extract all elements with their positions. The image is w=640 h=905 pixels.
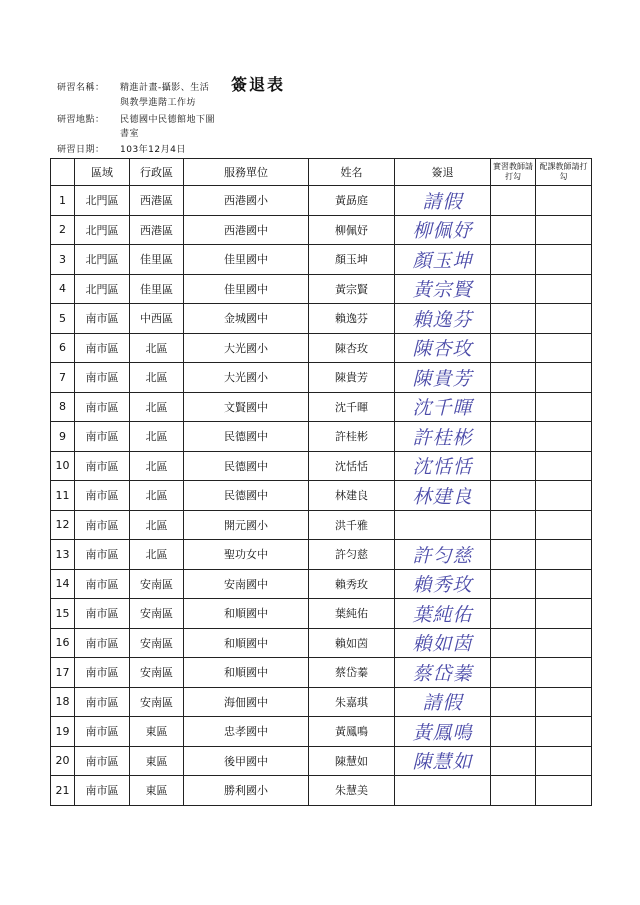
name-cell: 陳杏玫	[309, 333, 395, 363]
row-number-cell: 7	[51, 363, 75, 393]
admin-district-cell: 佳里區	[130, 245, 184, 275]
admin-district-cell: 東區	[130, 717, 184, 747]
signature-cell[interactable]	[395, 569, 491, 599]
handwritten-signature: 林建良	[412, 485, 473, 508]
partner-check-cell[interactable]	[536, 451, 592, 481]
district-cell: 南市區	[75, 687, 130, 717]
col-name-header: 姓名	[309, 159, 395, 186]
table-row	[51, 776, 592, 806]
partner-check-cell[interactable]	[536, 304, 592, 334]
admin-district-cell: 東區	[130, 746, 184, 776]
intern-check-cell[interactable]	[491, 422, 536, 452]
signature-cell[interactable]	[395, 304, 491, 334]
row-number-cell: 4	[51, 274, 75, 304]
col-admin-header: 行政區	[130, 159, 184, 186]
name-cell: 林建良	[309, 481, 395, 511]
admin-district-cell: 北區	[130, 392, 184, 422]
intern-check-cell[interactable]	[491, 274, 536, 304]
signature-cell[interactable]	[395, 245, 491, 275]
district-cell: 南市區	[75, 540, 130, 570]
district-cell: 北門區	[75, 245, 130, 275]
service-unit-cell: 民德國中	[184, 451, 309, 481]
handwritten-signature: 蔡岱蓁	[412, 662, 473, 685]
partner-check-cell[interactable]	[536, 776, 592, 806]
table-row	[51, 717, 592, 747]
handwritten-signature: 賴如茵	[412, 633, 473, 656]
signature-cell[interactable]	[395, 481, 491, 511]
table-row	[51, 540, 592, 570]
handwritten-signature: 請假	[422, 692, 463, 715]
partner-check-cell[interactable]	[536, 658, 592, 688]
partner-check-cell[interactable]	[536, 363, 592, 393]
name-cell: 黃勗庭	[309, 186, 395, 216]
handwritten-signature: 葉純佑	[412, 603, 473, 626]
district-cell: 南市區	[75, 451, 130, 481]
service-unit-cell: 勝利國小	[184, 776, 309, 806]
district-cell: 北門區	[75, 215, 130, 245]
admin-district-cell: 北區	[130, 363, 184, 393]
signature-cell[interactable]	[395, 746, 491, 776]
partner-check-cell[interactable]	[536, 422, 592, 452]
service-unit-cell: 忠孝國中	[184, 717, 309, 747]
partner-check-cell[interactable]	[536, 215, 592, 245]
intern-check-cell[interactable]	[491, 599, 536, 629]
intern-check-cell[interactable]	[491, 746, 536, 776]
district-cell: 南市區	[75, 422, 130, 452]
service-unit-cell: 文賢國中	[184, 392, 309, 422]
intern-check-cell[interactable]	[491, 569, 536, 599]
row-number-cell: 17	[51, 658, 75, 688]
table-row	[51, 245, 592, 275]
signature-cell[interactable]	[395, 687, 491, 717]
service-unit-cell: 金城國中	[184, 304, 309, 334]
row-number-cell: 13	[51, 540, 75, 570]
row-number-cell: 9	[51, 422, 75, 452]
table-row	[51, 186, 592, 216]
district-cell: 南市區	[75, 658, 130, 688]
signature-cell[interactable]	[395, 628, 491, 658]
name-cell: 朱嘉琪	[309, 687, 395, 717]
table-row	[51, 363, 592, 393]
admin-district-cell: 北區	[130, 333, 184, 363]
signature-cell[interactable]	[395, 215, 491, 245]
location-label: 研習地點：	[57, 115, 105, 125]
intern-check-cell[interactable]	[491, 451, 536, 481]
signature-cell[interactable]	[395, 510, 491, 540]
signature-cell[interactable]	[395, 658, 491, 688]
table-row	[51, 451, 592, 481]
name-cell: 柳佩妤	[309, 215, 395, 245]
table-row	[51, 274, 592, 304]
admin-district-cell: 北區	[130, 451, 184, 481]
course-name-line1: 精進計畫-攝影、生活	[120, 83, 210, 93]
col-sign-header: 簽退	[395, 159, 491, 186]
table-row	[51, 746, 592, 776]
course-name-line2: 與教學進階工作坊	[120, 98, 197, 108]
signature-cell[interactable]	[395, 717, 491, 747]
name-cell: 黃鳳鳴	[309, 717, 395, 747]
admin-district-cell: 北區	[130, 540, 184, 570]
table-row	[51, 628, 592, 658]
signature-cell[interactable]	[395, 540, 491, 570]
partner-check-cell[interactable]	[536, 392, 592, 422]
signature-cell[interactable]	[395, 776, 491, 806]
intern-check-cell[interactable]	[491, 776, 536, 806]
service-unit-cell: 大光國小	[184, 363, 309, 393]
name-cell: 顏玉坤	[309, 245, 395, 275]
intern-check-cell[interactable]	[491, 540, 536, 570]
district-cell: 南市區	[75, 569, 130, 599]
location-line1: 民德國中民德館地下圖	[120, 115, 216, 125]
row-number-cell: 5	[51, 304, 75, 334]
district-cell: 南市區	[75, 333, 130, 363]
partner-check-cell[interactable]	[536, 245, 592, 275]
service-unit-cell: 民德國中	[184, 481, 309, 511]
district-cell: 南市區	[75, 717, 130, 747]
district-cell: 南市區	[75, 304, 130, 334]
table-row	[51, 304, 592, 334]
signature-cell[interactable]	[395, 422, 491, 452]
signature-cell[interactable]	[395, 599, 491, 629]
intern-check-cell[interactable]	[491, 628, 536, 658]
district-cell: 南市區	[75, 776, 130, 806]
admin-district-cell: 安南區	[130, 687, 184, 717]
partner-check-cell[interactable]	[536, 717, 592, 747]
row-number-cell: 3	[51, 245, 75, 275]
service-unit-cell: 海佃國中	[184, 687, 309, 717]
table-row	[51, 569, 592, 599]
row-number-cell: 21	[51, 776, 75, 806]
table-row	[51, 333, 592, 363]
partner-check-cell[interactable]	[536, 569, 592, 599]
service-unit-cell: 佳里國中	[184, 245, 309, 275]
handwritten-signature: 請假	[422, 190, 463, 213]
date-label: 研習日期：	[57, 145, 105, 155]
partner-check-cell[interactable]	[536, 510, 592, 540]
admin-district-cell: 安南區	[130, 569, 184, 599]
name-cell: 洪千雅	[309, 510, 395, 540]
admin-district-cell: 北區	[130, 510, 184, 540]
name-cell: 蔡岱蓁	[309, 658, 395, 688]
row-number-cell: 19	[51, 717, 75, 747]
name-cell: 陳慧如	[309, 746, 395, 776]
handwritten-signature: 陳慧如	[412, 751, 473, 774]
district-cell: 南市區	[75, 746, 130, 776]
signature-cell[interactable]	[395, 392, 491, 422]
district-cell: 北門區	[75, 274, 130, 304]
service-unit-cell: 後甲國中	[184, 746, 309, 776]
intern-check-cell[interactable]	[491, 481, 536, 511]
signature-cell[interactable]	[395, 363, 491, 393]
district-cell: 南市區	[75, 363, 130, 393]
district-cell: 南市區	[75, 481, 130, 511]
table-row	[51, 510, 592, 540]
partner-check-cell[interactable]	[536, 746, 592, 776]
name-cell: 朱慧美	[309, 776, 395, 806]
admin-district-cell: 北區	[130, 481, 184, 511]
intern-check-cell[interactable]	[491, 245, 536, 275]
row-number-cell: 10	[51, 451, 75, 481]
admin-district-cell: 西港區	[130, 215, 184, 245]
service-unit-cell: 佳里國中	[184, 274, 309, 304]
district-cell: 北門區	[75, 186, 130, 216]
table-row	[51, 215, 592, 245]
partner-check-cell[interactable]	[536, 599, 592, 629]
table-row	[51, 687, 592, 717]
partner-check-cell[interactable]	[536, 274, 592, 304]
name-cell: 許桂彬	[309, 422, 395, 452]
service-unit-cell: 和順國中	[184, 658, 309, 688]
row-number-cell: 18	[51, 687, 75, 717]
service-unit-cell: 安南國中	[184, 569, 309, 599]
handwritten-signature: 沈恬恬	[412, 456, 473, 479]
col-intern-header: 實習教師請打勾	[491, 159, 536, 186]
signature-cell[interactable]	[395, 333, 491, 363]
service-unit-cell: 聖功女中	[184, 540, 309, 570]
signature-cell[interactable]	[395, 274, 491, 304]
admin-district-cell: 西港區	[130, 186, 184, 216]
table-row	[51, 392, 592, 422]
district-cell: 南市區	[75, 392, 130, 422]
handwritten-signature: 沈千暉	[412, 397, 473, 420]
admin-district-cell: 安南區	[130, 628, 184, 658]
row-number-cell: 11	[51, 481, 75, 511]
handwritten-signature: 柳佩妤	[412, 220, 473, 243]
handwritten-signature: 賴秀玫	[412, 574, 473, 597]
handwritten-signature: 陳杏玫	[412, 338, 473, 361]
row-number-cell: 12	[51, 510, 75, 540]
row-number-cell: 16	[51, 628, 75, 658]
name-cell: 黃宗賢	[309, 274, 395, 304]
handwritten-signature: 黃鳳鳴	[412, 721, 473, 744]
partner-check-cell[interactable]	[536, 628, 592, 658]
intern-check-cell[interactable]	[491, 333, 536, 363]
handwritten-signature: 陳貴芳	[412, 367, 473, 390]
row-number-cell: 14	[51, 569, 75, 599]
service-unit-cell: 西港國小	[184, 186, 309, 216]
row-number-cell: 6	[51, 333, 75, 363]
sign-out-table	[50, 158, 592, 806]
handwritten-signature: 許匀慈	[412, 544, 473, 567]
course-name-label: 研習名稱：	[57, 83, 105, 93]
table-row	[51, 599, 592, 629]
service-unit-cell: 民德國中	[184, 422, 309, 452]
date-value: 103年12月4日	[120, 145, 186, 155]
name-cell: 賴逸芬	[309, 304, 395, 334]
name-cell: 沈恬恬	[309, 451, 395, 481]
page-title: 簽退表	[231, 75, 286, 94]
header-row	[51, 159, 592, 186]
name-cell: 許匀慈	[309, 540, 395, 570]
partner-check-cell[interactable]	[536, 186, 592, 216]
location-line2: 書室	[120, 129, 140, 139]
row-number-cell: 20	[51, 746, 75, 776]
service-unit-cell: 西港國中	[184, 215, 309, 245]
name-cell: 陳貴芳	[309, 363, 395, 393]
signature-cell[interactable]	[395, 186, 491, 216]
row-number-cell: 1	[51, 186, 75, 216]
signature-cell[interactable]	[395, 451, 491, 481]
handwritten-signature: 賴逸芬	[412, 308, 473, 331]
col-district-header: 區域	[75, 159, 130, 186]
partner-check-cell[interactable]	[536, 333, 592, 363]
admin-district-cell: 中西區	[130, 304, 184, 334]
intern-check-cell[interactable]	[491, 215, 536, 245]
admin-district-cell: 北區	[130, 422, 184, 452]
name-cell: 沈千暉	[309, 392, 395, 422]
col-number-header	[51, 159, 75, 186]
row-number-cell: 8	[51, 392, 75, 422]
admin-district-cell: 東區	[130, 776, 184, 806]
partner-check-cell[interactable]	[536, 481, 592, 511]
service-unit-cell: 和順國中	[184, 628, 309, 658]
partner-check-cell[interactable]	[536, 540, 592, 570]
handwritten-signature: 顏玉坤	[412, 249, 473, 272]
service-unit-cell: 和順國中	[184, 599, 309, 629]
table-row	[51, 422, 592, 452]
partner-check-cell[interactable]	[536, 687, 592, 717]
district-cell: 南市區	[75, 510, 130, 540]
col-partner-header: 配課教師請打勾	[536, 159, 592, 186]
table-row	[51, 658, 592, 688]
intern-check-cell[interactable]	[491, 687, 536, 717]
intern-check-cell[interactable]	[491, 363, 536, 393]
name-cell: 賴如茵	[309, 628, 395, 658]
row-number-cell: 2	[51, 215, 75, 245]
service-unit-cell: 大光國小	[184, 333, 309, 363]
name-cell: 葉純佑	[309, 599, 395, 629]
handwritten-signature: 許桂彬	[412, 426, 473, 449]
intern-check-cell[interactable]	[491, 510, 536, 540]
admin-district-cell: 安南區	[130, 599, 184, 629]
intern-check-cell[interactable]	[491, 717, 536, 747]
intern-check-cell[interactable]	[491, 186, 536, 216]
admin-district-cell: 佳里區	[130, 274, 184, 304]
name-cell: 賴秀玫	[309, 569, 395, 599]
intern-check-cell[interactable]	[491, 658, 536, 688]
intern-check-cell[interactable]	[491, 304, 536, 334]
district-cell: 南市區	[75, 599, 130, 629]
row-number-cell: 15	[51, 599, 75, 629]
district-cell: 南市區	[75, 628, 130, 658]
col-unit-header: 服務單位	[184, 159, 309, 186]
table-row	[51, 481, 592, 511]
admin-district-cell: 安南區	[130, 658, 184, 688]
intern-check-cell[interactable]	[491, 392, 536, 422]
handwritten-signature: 黃宗賢	[412, 279, 473, 302]
service-unit-cell: 開元國小	[184, 510, 309, 540]
